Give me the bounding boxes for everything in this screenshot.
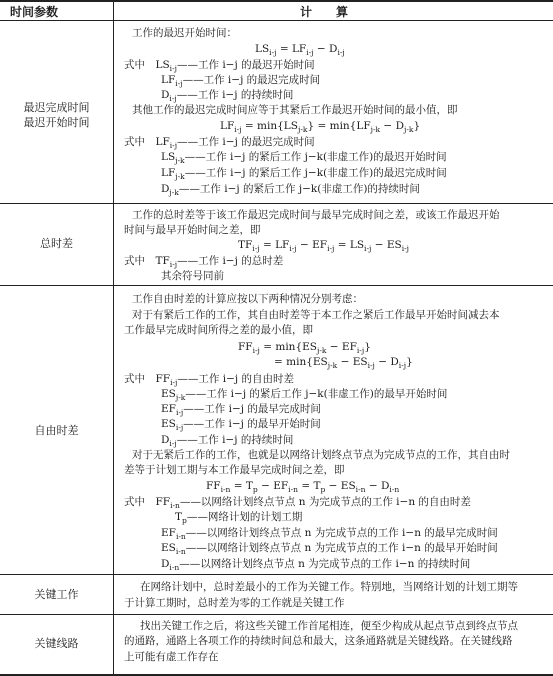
formula-line: 式中 $FF_{i-j}——$工作 i−j 的自由时差	[124, 373, 294, 388]
row-label-critical-activity	[0, 587, 113, 602]
formula-line: 工作的总时差等于该工作最迟完成时间与最早完成时间之差，或该工作最迟开始	[132, 209, 500, 221]
formula-line: 对于无紧后工作的工作，也就是以网络计划终点节点为完成节点的工作，其自由时	[132, 449, 510, 461]
formula-line: $ES_{j-k}——$工作 i−j 的紧后工作 j−k(非虚工作)的最早开始时间	[161, 388, 448, 403]
formula-line: $LF_{j-k}——$工作 i−j 的紧后工作 j−k(非虚工作)的最迟完成时间	[161, 167, 447, 182]
row-label-free-float	[0, 423, 113, 438]
formula-line: 找出关键工作之后，将这些关键工作首尾相连，便至少构成从起点节点到终点节点	[140, 620, 518, 632]
formula-line: 的通路，通路上各项工作的持续时间总和最大，这条通路就是关键线路。在关键线路	[124, 635, 513, 647]
row-label-line: 关键工作	[34, 588, 79, 601]
formula-line: 其余符号同前	[161, 270, 224, 282]
formula-line: $ES_{i-n}——$以网络计划终点节点 n 为完成节点的工作 i−n 的最早开始时间	[161, 542, 498, 557]
formula-line: = $\min\{ES_{j-k} - ES_{i-j} - D_{i-j}\}$	[274, 356, 413, 371]
row-label-line: 最迟完成时间	[23, 101, 90, 114]
formula-line: $EF_{i-n}——$以网络计划终点节点 n 为完成节点的工作 i−n 的最早完成时间	[161, 527, 498, 542]
formula-line: 上可能有虚工作存在	[124, 651, 219, 663]
formula-line: 于计算工期时，总时差为零的工作就是关键工作	[124, 597, 345, 609]
formula-line: $D_{i-n}——$以网络计划终点节点 n 为完成节点的工作 i−n 的持续时间	[161, 558, 471, 573]
formula-line: $EF_{i-j}——$工作 i−j 的最早完成时间	[161, 403, 321, 418]
row-divider	[0, 285, 553, 286]
formula-line: $D_{i-j}——$工作 i−j 的持续时间	[161, 89, 294, 104]
table-top-rule	[0, 0, 553, 2]
formula-line: $T_p——$网络计划的计划工期	[175, 511, 303, 526]
formula-line: 工作自由时差的计算应按以下两种情况分别考虑：	[132, 293, 363, 305]
formula-line: 式中 $LF_{i-j}——$工作 i−j 的最迟完成时间	[124, 136, 315, 151]
formula-line: 其他工作的最迟完成时间应等于其紧后工作最迟开始时间的最小值，即	[132, 104, 458, 116]
formula-line: $LS_{j-k}——$工作 i−j 的紧后工作 j−k(非虚工作)的最迟开始时间	[161, 151, 447, 166]
formula-line: $TF_{i-j} = LF_{i-j} - EF_{i-j} = LS_{i-j} - ES_{i-j}$	[238, 239, 410, 254]
formula-line: 式中 $FF_{i-n}——$以网络计划终点节点 n 为完成节点的工作 i−n 的自由时差	[124, 496, 471, 511]
formula-line: $FF_{i-n} = T_p - EF_{i-n} = T_p - ES_{i-n} - D_{i-n}$	[206, 480, 400, 495]
row-label-line: 关键线路	[34, 637, 79, 650]
formula-line: 时间与最早开始时间之差，即	[124, 224, 261, 236]
formula-line: 式中 $TF_{i-j}——$工作 i−j 的总时差	[124, 255, 284, 270]
formula-line: $LF_{i-j} = \min\{LS_{j-k}\} = \min\{LF_{j-k} - D_{j-k}\}$	[220, 120, 421, 135]
formula-line: 式中 $LS_{i-j}——$工作 i−j 的最迟开始时间	[124, 59, 315, 74]
formula-line: $LF_{i-j}——$工作 i−j 的最迟完成时间	[161, 74, 321, 89]
row-label-critical-path	[0, 636, 113, 651]
formula-line: $D_{i-j}——$工作 i−j 的持续时间	[161, 434, 294, 449]
row-label-latest-times	[0, 100, 113, 130]
header-time-parameter: 时间参数	[10, 5, 59, 19]
formula-line: 对于有紧后工作的工作，其自由时差等于本工作之紧后工作最早开始时间减去本	[132, 309, 500, 321]
header-divider	[0, 20, 553, 21]
row-label-total-float	[0, 236, 113, 251]
row-label-line: 总时差	[40, 237, 73, 250]
row-divider	[0, 614, 553, 615]
header-calculation: 计 算	[300, 5, 349, 19]
formula-line: 工作最早完成时间所得之差的最小值，即	[124, 324, 313, 336]
formula-line: 在网络计划中，总时差最小的工作为关键工作。特别地，当网络计划的计划工期等	[140, 581, 518, 593]
row-label-line: 最迟开始时间	[23, 116, 90, 129]
formula-line: $FF_{i-j} = \min\{ES_{j-k} - EF_{i-j}\}$	[238, 341, 371, 356]
formula-line: $ES_{i-j}——$工作 i−j 的最早开始时间	[161, 418, 321, 433]
row-divider	[0, 203, 553, 204]
formula-line: $LS_{i-j} = LF_{i-j} - D_{i-j}$	[255, 43, 345, 58]
column-divider	[113, 0, 114, 676]
formula-line: $D_{j-k}——$工作 i−j 的紧后工作 j−k(非虚工作)的持续时间	[161, 183, 420, 198]
formula-line: 差等于计划工期与本工作最早完成时间之差，即	[124, 464, 345, 476]
formula-line: 工作的最迟开始时间：	[132, 27, 237, 39]
row-label-line: 自由时差	[34, 424, 79, 437]
